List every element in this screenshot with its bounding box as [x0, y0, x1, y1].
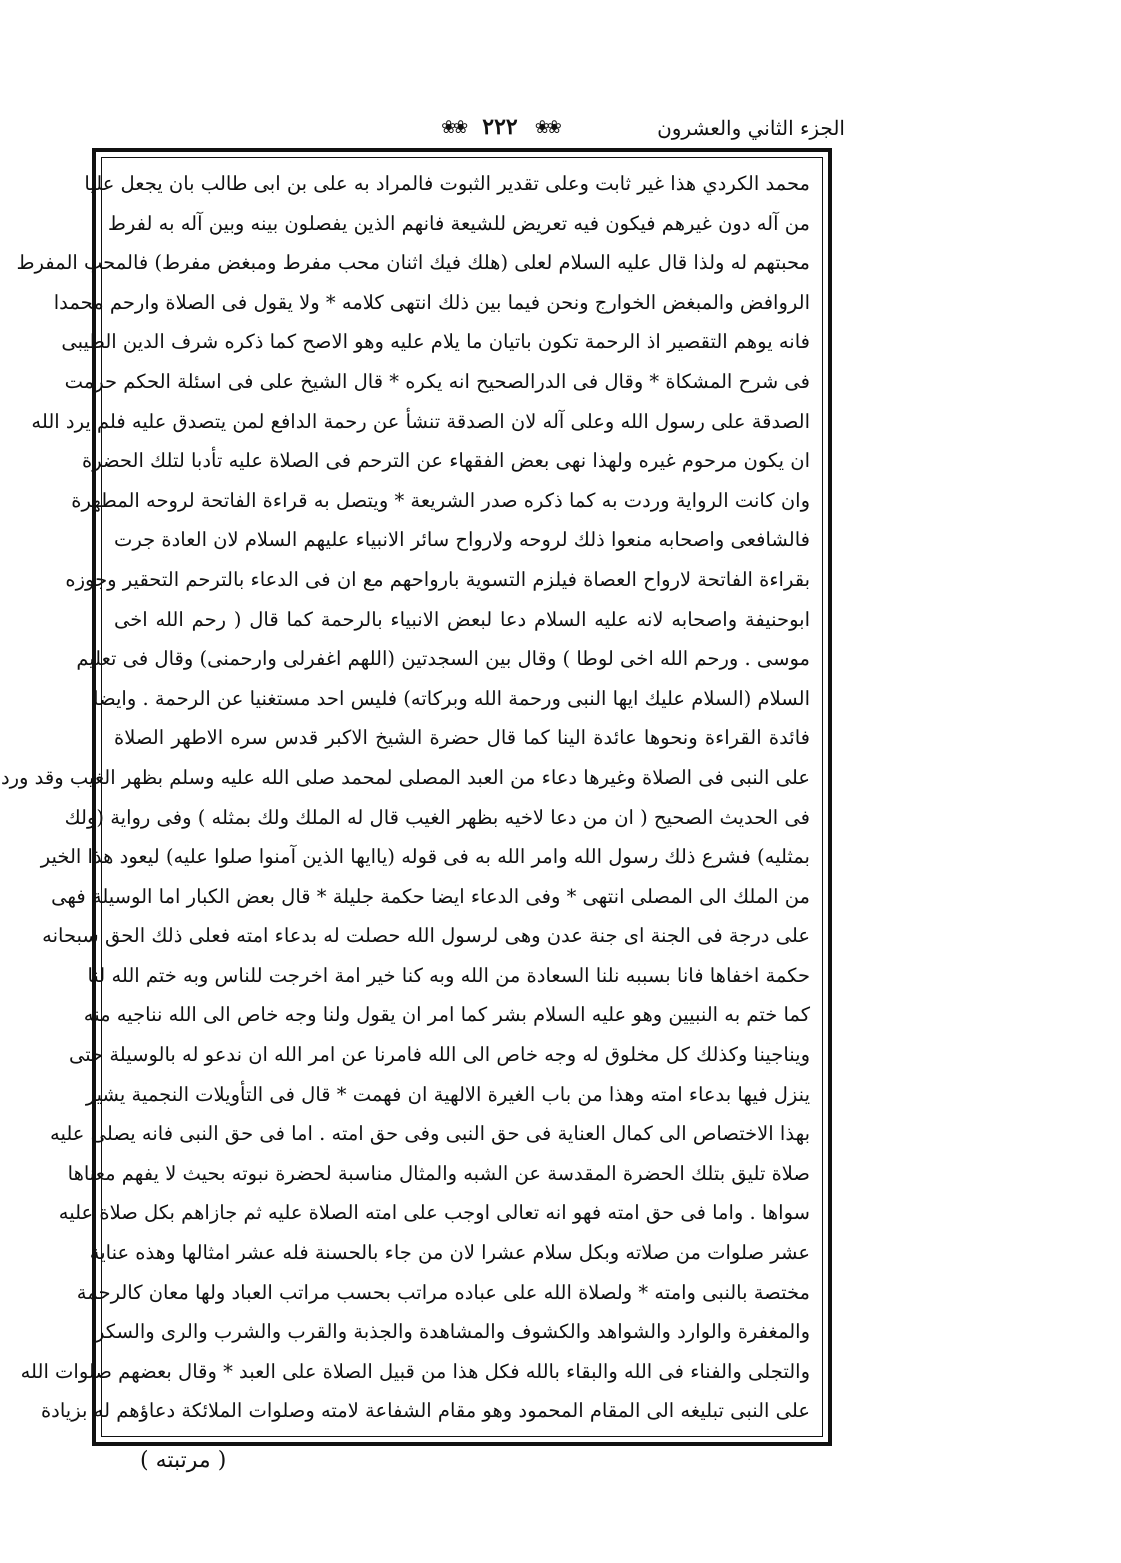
page-number: ۲۲۲	[482, 114, 518, 140]
text-line: مختصة بالنبى وامته * ولصلاة الله على عباده مراتب بحسب مراتب العباد ولها معان كالرحمة	[76, 1280, 810, 1304]
ornament-right-icon: ❀❀	[534, 116, 559, 138]
text-frame	[0, 148, 832, 1446]
page-header	[100, 112, 845, 148]
text-line: والمغفرة والوارد والشواهد والكشوف والمشاهدة والجذبة والقرب والشرب والرى والسكر	[94, 1320, 810, 1344]
text-line: من الملك الى المصلى انتهى * وفى الدعاء ايضا حكمة جليلة * قال بعض الكبار اما الوسيلة فهى	[51, 884, 810, 908]
page-number-block	[380, 114, 620, 140]
body-text	[0, 164, 810, 1434]
text-line: وان كانت الرواية وردت به كما ذكره صدر الشريعة * ويتصل به قراءة الفاتحة لروحه المطهرة	[71, 488, 810, 512]
text-line: محمد الكردي هذا غير ثابت وعلى تقدير الثبوت فالمراد به على بن ابى طالب بان يجعل عليا	[84, 172, 810, 195]
text-line: فى شرح المشكاة * وقال فى الدرالصحيح انه يكره * قال الشيخ على فى اسئلة الحكم حرمت	[64, 369, 810, 393]
catchword: ( مرتبته )	[140, 1448, 227, 1473]
text-line: الروافض والمبغض الخوارج ونحن فيما بين ذلك انتهى كلامه * ولا يقول فى الصلاة وارحم محمدا	[53, 290, 810, 314]
text-line: من آله دون غيرهم فيكون فيه تعريض للشيعة فانهم الذين يفصلون بينه وبين آله به لفرط	[107, 211, 810, 235]
text-line: سواها . واما فى حق امته فهو انه تعالى اوجب على امته الصلاة عليه ثم جازاهم بكل صلاة عليه	[58, 1201, 810, 1225]
text-line: على درجة فى الجنة اى جنة عدن وهى لرسول الله حصلت له بدعاء امته فعلى ذلك الحق سبحانه	[42, 924, 810, 948]
text-line: والتجلى والفناء فى الله والبقاء بالله فكل هذا من قبيل الصلاة على العبد * وقال بعضهم صلوات الله	[20, 1359, 810, 1383]
text-line: فالشافعى واصحابه منعوا ذلك لروحه ولارواح سائر الانبياء عليهم السلام لان العادة جرت	[114, 528, 810, 552]
text-line: الصدقة على رسول الله وعلى آله لان الصدقة تنشأ عن رحمة الدافع لمن يتصدق عليه فلم يرد الله	[31, 409, 810, 433]
text-line: ويناجينا وكذلك كل مخلوق له وجه خاص الى الله فامرنا عن امر الله ان ندعو له بالوسيلة حتى	[68, 1043, 810, 1067]
text-line: بقراءة الفاتحة لارواح العصاة فيلزم التسوية بارواحهم مع ان فى الدعاء بالترحم التحقير وجوزه	[65, 567, 810, 591]
text-line: ابوحنيفة واصحابه لانه عليه السلام دعا لبعض الانبياء بالرحمة كما قال ( رحم الله اخى	[114, 607, 810, 631]
text-line: على النبى تبليغه الى المقام المحمود وهو مقام الشفاعة لامته وصلوات الملائكة دعاؤهم له بزيادة	[40, 1399, 810, 1423]
text-line: كما ختم به النبيين وهو عليه السلام بشر كما امر ان يقول ولنا وجه خاص الى الله نناجيه منه	[83, 1003, 810, 1027]
text-line: فانه يوهم التقصير اذ الرحمة تكون باتيان ما يلام عليه وهو الاصح كما ذكره شرف الدين الطيبى	[61, 330, 810, 354]
ornament-left-icon: ❀❀	[441, 116, 466, 138]
running-title: الجزء الثاني والعشرون	[657, 116, 845, 140]
text-line: بمثليه) فشرع ذلك رسول الله وامر الله به فى قوله (ياايها الذين آمنوا صلوا عليه) ليعود هذا الخير	[40, 845, 810, 869]
text-line: موسى . ورحم الله اخى لوطا ) وقال بين السجدتين (اللهم اغفرلى وارحمنى) وقال فى تعليم	[76, 647, 810, 671]
text-line: ان يكون مرحوم غيره ولهذا نهى بعض الفقهاء عن الترحم فى الصلاة عليه تأدبا لتلك الحضرة	[82, 449, 810, 473]
text-line: فى الحديث الصحيح ( ان من دعا لاخيه بظهر الغيب قال له الملك ولك بمثله ) وفى رواية (ولك	[64, 805, 810, 829]
text-line: ينزل فيها بدعاء امته وهذا من باب الغيرة الالهية ان فهمت * قال فى التأويلات النجمية يشير	[85, 1082, 810, 1106]
text-line: عشر صلوات من صلاته وبكل سلام عشرا لان من جاء بالحسنة فله عشر امثالها وهذه عناية	[89, 1241, 810, 1265]
text-line: السلام (السلام عليك ايها النبى ورحمة الله وبركاته) فليس احد مستغنيا عن الرحمة . وايضا	[93, 686, 810, 710]
text-line: فائدة القراءة ونحوها عائدة الينا كما قال حضرة الشيخ الاكبر قدس سره الاطهر الصلاة	[114, 726, 810, 750]
text-line: محبتهم له ولذا قال عليه السلام لعلى (هلك فيك اثنان محب مفرط ومبغض مفرط) فالمحب المفرط	[16, 251, 810, 275]
text-line: صلاة تليق بتلك الحضرة المقدسة عن الشبه والمثال مناسبة لحضرة نبوته بحيث لا يفهم معناها	[67, 1161, 810, 1185]
text-line: بهذا الاختصاص الى كمال العناية فى حق النبى وفى حق امته . اما فى حق النبى فانه يصلى عليه	[50, 1122, 810, 1146]
text-line: على النبى فى الصلاة وغيرها دعاء من العبد المصلى لمحمد صلى الله عليه وسلم بظهر الغيب وقد ورد	[0, 765, 810, 789]
text-line: حكمة اخفاها فانا بسببه نلنا السعادة من الله وبه كنا خير امة اخرجت للناس وبه ختم الله لنا	[87, 963, 810, 987]
